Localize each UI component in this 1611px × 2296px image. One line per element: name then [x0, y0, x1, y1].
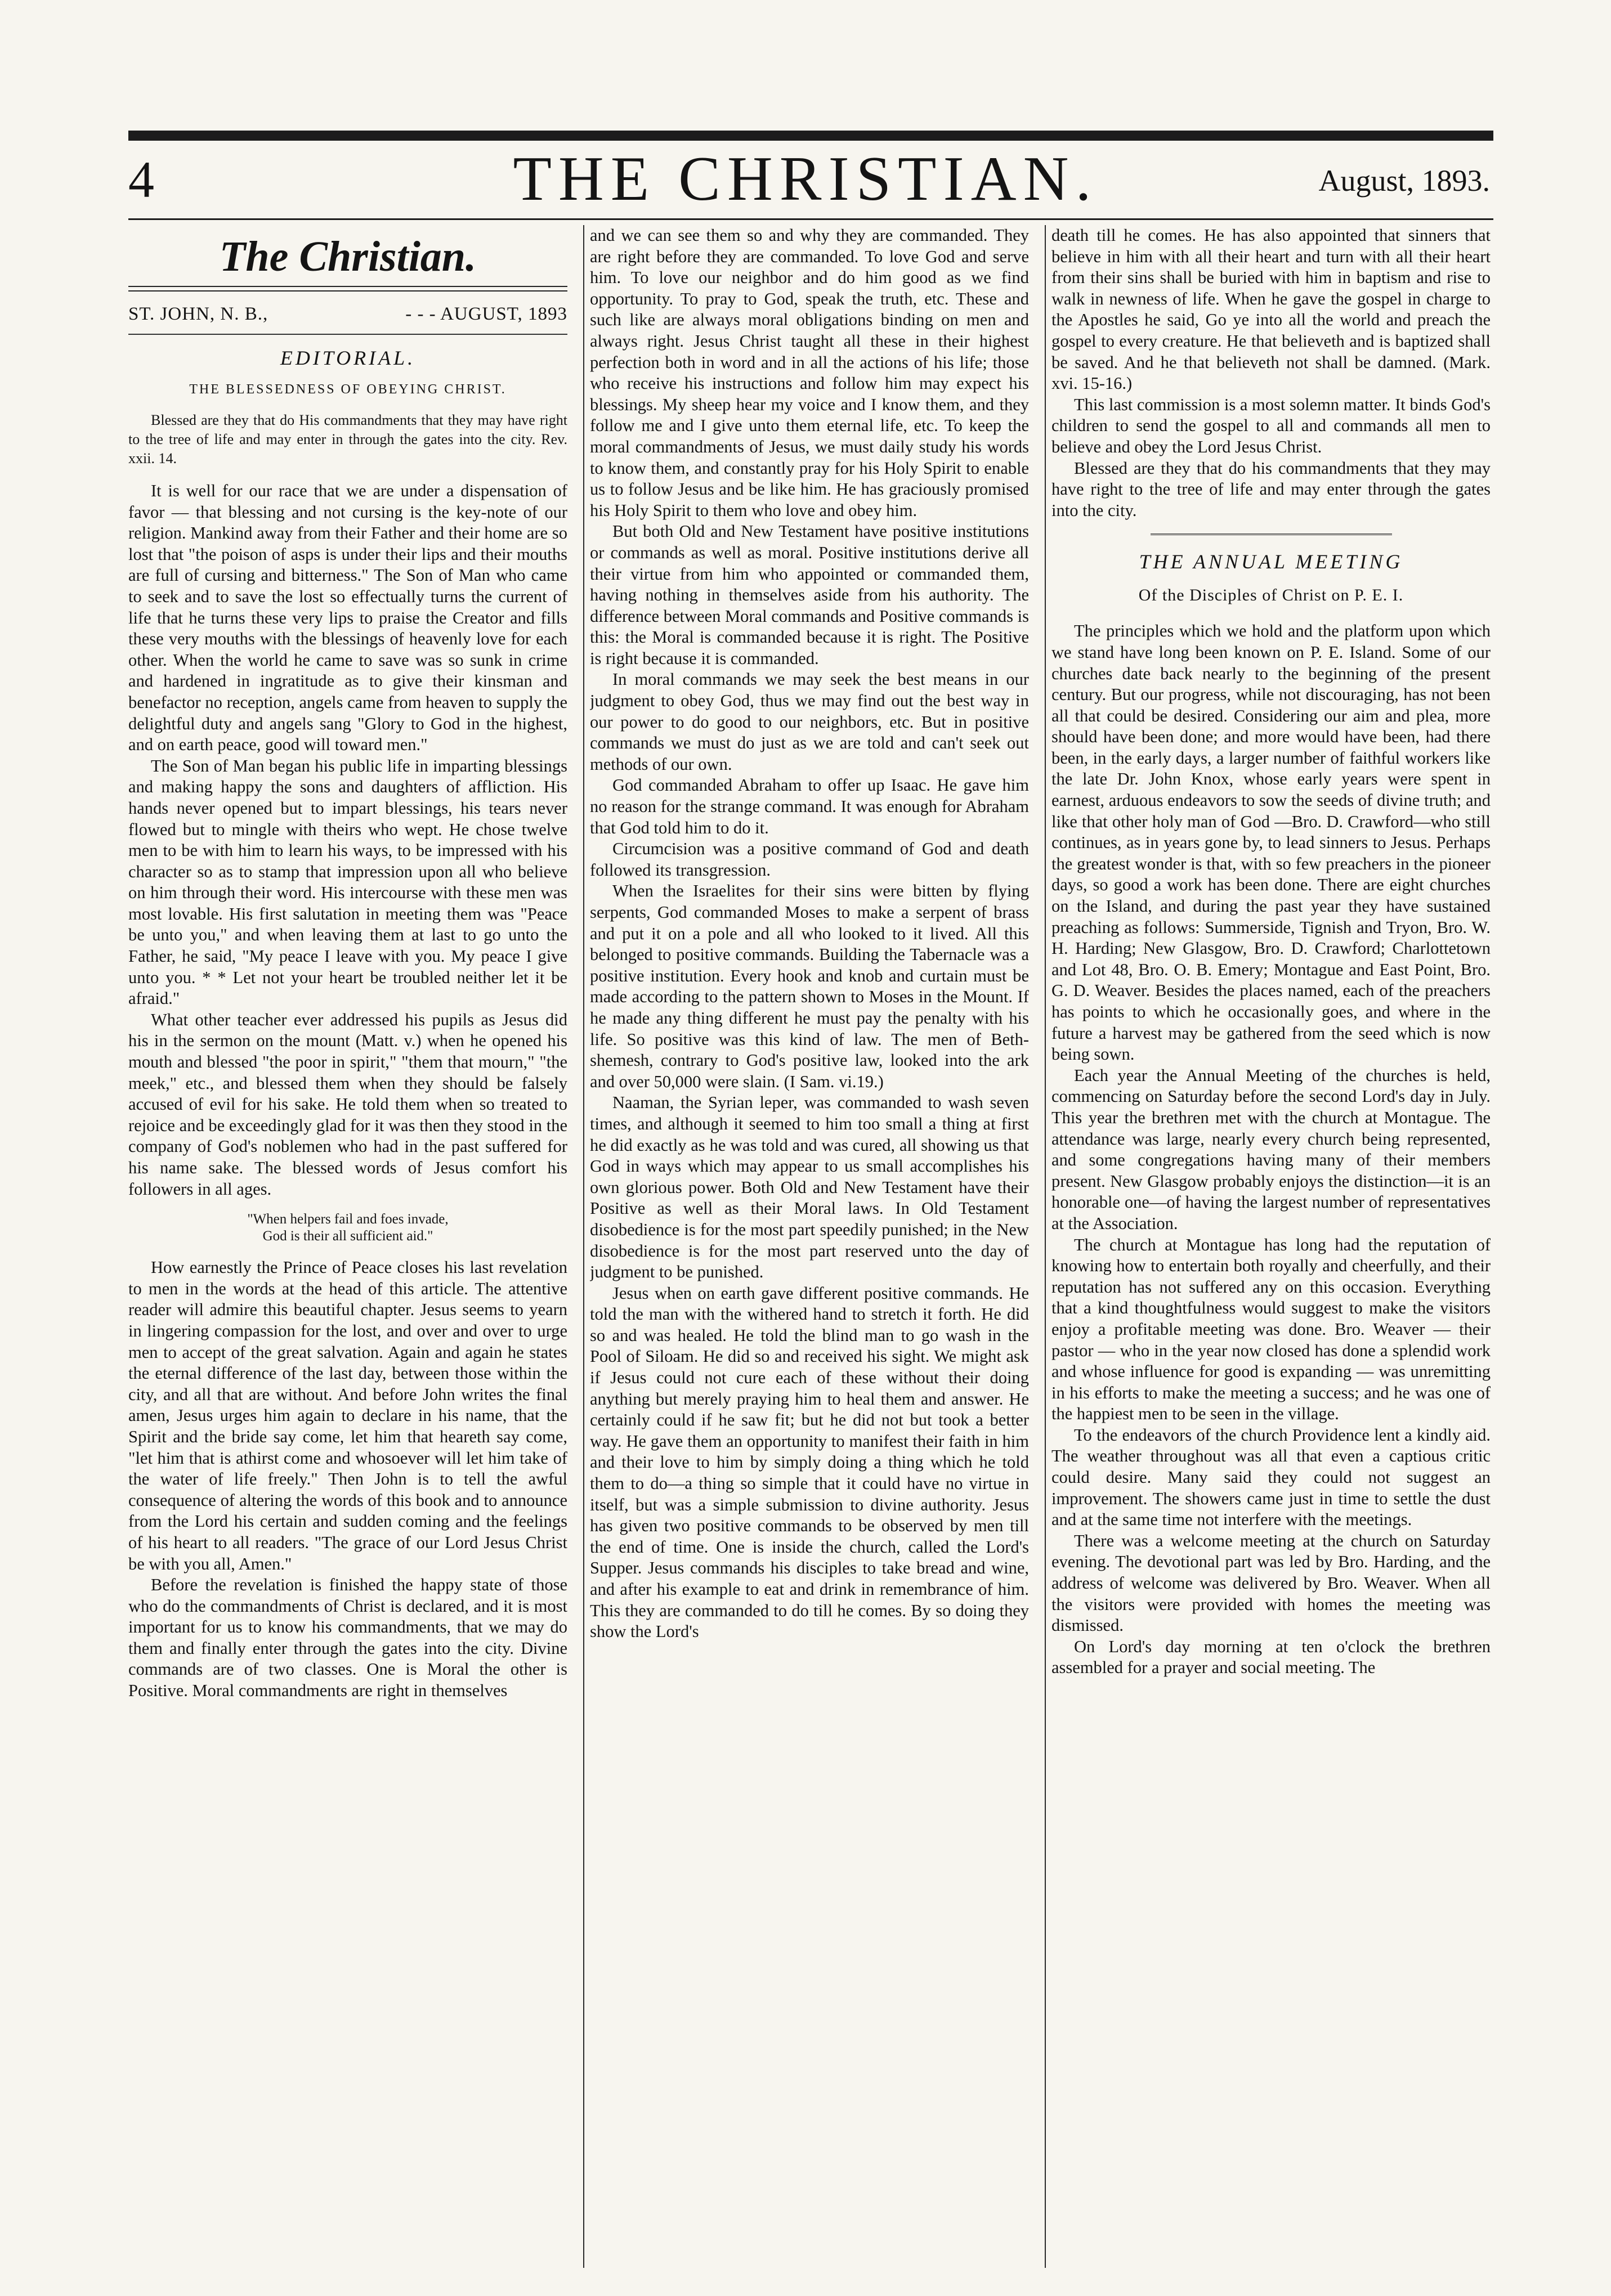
- paragraph: Each year the Annual Meeting of the churches is held, commencing on Saturday before the second Lord's day in July. This year the brethren met with the church at Montague. The attendance was large, nearly every church being represented, and some congregations having many of their members present. New Glasgow probably enjoys the distinction—it is an honorable one—of having the largest number of representatives at the Association.: [1051, 1065, 1491, 1233]
- issue-date: August, 1893.: [1318, 164, 1490, 198]
- paragraph: To the endeavors of the church Providence lent a kindly aid. The weather throughout was all that even a captious critic could desire. Many said they could not suggest an improvement. The showers came just in time to settle the dust and at the same time not interfere with the meetings.: [1051, 1425, 1491, 1530]
- paragraph: What other teacher ever addressed his pupils as Jesus did his in the sermon on the mount (Matt. v.) when he opened his mouth and blessed "the poor in spirit," "them that mourn," "the meek," etc., and blessed them when they should be falsely accused of evil for his sake. He told them when so treated to rejoice and be exceedingly glad for it was then they stood in the company of God's noblemen who had in the past suffered for his name sake. The blessed words of Jesus comfort his followers in all ages.: [128, 1010, 567, 1199]
- section-heading-editorial: EDITORIAL.: [280, 347, 416, 369]
- epigraph: Blessed are they that do His commandments that they may have right to the tree of life and may enter in through the gates into the city. Rev. xxii. 14.: [128, 412, 567, 467]
- top-rule: [128, 131, 1493, 141]
- paragraph: On Lord's day morning at ten o'clock the brethren assembled for a prayer and social meeting. The: [1051, 1636, 1491, 1678]
- paragraph: Blessed are they that do his commandments that they may have right to the tree of life and may enter through the gates into the city.: [1051, 458, 1491, 520]
- dateline-place: ST. JOHN, N. B.,: [128, 304, 268, 324]
- paragraph: In moral commands we may seek the best means in our judgment to obey God, thus we may find out the best way in our power to do good to our neighbors, etc. But in positive commands we must do just as we are told and can't seek out methods of our own.: [590, 670, 1029, 774]
- paragraph: There was a welcome meeting at the church on Saturday evening. The devotional part was led by Bro. Harding, and the address of welcome was delivered by Bro. Weaver. When all the visitors were provided with homes the meeting was dismissed.: [1051, 1531, 1491, 1635]
- article-subtitle: Of the Disciples of Christ on P. E. I.: [1138, 586, 1404, 605]
- section-divider: [1151, 533, 1392, 537]
- paragraph: Circumcision was a positive command of God and death followed its transgression.: [590, 839, 1029, 880]
- paragraph: The principles which we hold and the platform upon which we stand have long been known on P. E. Island. Some of our churches date back nearly to the beginning of the present century. But our progress, while not discouraging, has not been all that could be desired. Considering our aim and plea, more should have been done; and more would have been, had there been, in the early days, a larger number of faithful workers like the late Dr. John Knox, whose early years were spent in earnest, arduous endeavors to sow the seeds of divine truth; and like that other holy man of God —Bro. D. Crawford—who still continues, as in years gone by, to lead sinners to Jesus. Perhaps the greatest wonder is that, with so few preachers in the pioneer days, so good a work has been done. There are eight churches on the Island, and during the past year they have sustained preaching as follows: Summerside, Tignish and Tryon, Bro. W. H. Harding; New Glasgow, Bro. D. Crawford; Charlottetown and Lot 48, Bro. O. B. Emery; Montague and East Point, Bro. G. D. Weaver. Besides the places named, each of the preachers has points to which he occasionally goes, and where in the future a harvest may be gathered from the seed which is now being sown.: [1051, 621, 1491, 1064]
- page-number: 4: [128, 151, 154, 208]
- nameplate-rule: [128, 286, 567, 292]
- column-divider: [583, 225, 584, 2268]
- paragraph: It is well for our race that we are under a dispensation of favor — that blessing and not cursing is the key-note of our religion. Mankind away from their Father and their home are so lost that "the poison of asps is under their lips and their mouths are full of cursing and bitterness." The Son of Man who came to seek and to save the lost so effectually turns the current of life that he turns these very lips to praise the Creator and fills these very mouths with the blessings of heavenly love for each other. When the world he came to save was so sunk in crime and hardened in ingratitude as to give their kinsman and benefactor no reception, angels came from heaven to supply the delightful duty and angels sang "Glory to God in the highest, and on earth peace, good will toward men.": [128, 481, 567, 755]
- paragraph: When the Israelites for their sins were bitten by flying serpents, God commanded Moses to make a serpent of brass and put it on a pole and all who looked to it lived. All this belonged to positive commands. Building the Tabernacle was a positive institution. Every hook and knob and curtain must be made according to the pattern shown to Moses in the Mount. If he made any thing different he must pay the penalty with his life. So positive was this kind of law. The men of Beth-shemesh, contrary to God's positive law, looked into the ark and over 50,000 were slain. (I Sam. vi.19.): [590, 881, 1029, 1091]
- nameplate: The Christian.: [219, 233, 477, 280]
- paragraph: How earnestly the Prince of Peace closes his last revelation to men in the words at the head of this article. The attentive reader will admire this beautiful chapter. Jesus seems to yearn in lingering compassion for the lost, and over and over to urge men to accept of the great salvation. Again and again he states the eternal difference of the last day, between those within the city, and all that are without. And before John writes the final amen, Jesus urges him again to declare in his name, that the Spirit and the bride say come, let him that heareth say come, "let him that is athirst come and whosoever will let him take of the water of life freely." Then John is to tell the awful consequence of altering the words of this book and to announce from the Lord his certain and sudden coming and the feelings of his heart to all readers. "The grace of our Lord Jesus Christ be with you all, Amen.": [128, 1258, 567, 1573]
- column-1: [128, 225, 567, 2273]
- paragraph: The Son of Man began his public life in imparting blessings and making happy the sons and daughters of affliction. His hands never opened but to impart blessings, his tears never flowed but to mingle with theirs who wept. He chose twelve men to be with him to learn his ways, to be impressed with his character so as to stamp that impression upon all who believe on him through their word. His intercourse with these men was most lovable. His first salutation in meeting them was "Peace be unto you," and when leaving them at last to go unto the Father, he said, "My peace I leave with you. My peace I give unto you. * * Let not your heart be troubled neither let it be afraid.": [128, 756, 567, 1008]
- column-divider: [1045, 225, 1046, 2268]
- dateline: [128, 304, 567, 325]
- paragraph: But both Old and New Testament have positive institutions or commands as well as moral. Positive institutions derive all their virtue from him who appointed or commanded them, having nothing in themselves aside from his authority. The difference between Moral commands and Positive commands is this: the Moral is commanded because it is right. The Positive is right because it is commanded.: [590, 522, 1029, 668]
- section-heading-annual-meeting: THE ANNUAL MEETING: [1139, 550, 1403, 573]
- column-3: [1051, 225, 1491, 2273]
- masthead-rule: [128, 218, 1493, 220]
- verse-line: "When helpers fail and foes invade,: [247, 1212, 449, 1227]
- paragraph: God commanded Abraham to offer up Isaac. He gave him no reason for the strange command. It was enough for Abraham that God told him to do it.: [590, 775, 1029, 837]
- dateline-date: - - - AUGUST, 1893: [405, 304, 567, 324]
- paragraph: This last commission is a most solemn matter. It binds God's children to send the gospel to all and commands all men to believe and obey the Lord Jesus Christ.: [1051, 394, 1491, 456]
- paragraph: and we can see them so and why they are commanded. They are right before they are commanded. To love God and serve him. To love our neighbor and do him good as we find opportunity. To pray to God, speak the truth, etc. These and such like are always moral obligations binding on men and always right. Jesus Christ taught all these in their highest perfection both in word and in all the actions of his life; those who receive his instructions and follow him may expect his blessings. My sheep hear my voice and I know them, and they follow me and I give unto them eternal life, etc. To keep the moral commandments of Jesus, we must daily study his words to know them, and constantly pray for his Holy Spirit to enable us to follow Jesus and be like him. He has graciously promised his Holy Spirit to them who love and obey him.: [590, 226, 1029, 520]
- dateline-rule: [128, 334, 567, 335]
- article-title: THE BLESSEDNESS OF OBEYING CHRIST.: [189, 382, 507, 397]
- verse-quote: [128, 1211, 567, 1245]
- paragraph: The church at Montague has long had the reputation of knowing how to entertain both royally and cheerfully, and their reputation has not suffered any on this occasion. Everything that a kind thoughtfulness would suggest to make the visitors enjoy a profitable meeting was done. Bro. Weaver — their pastor — who in the year now closed has done a splendid work and whose influence for good is expanding — was unremitting in his efforts to make the meeting a success; and he was one of the happiest men to be seen in the village.: [1051, 1235, 1491, 1424]
- paragraph: Jesus when on earth gave different positive commands. He told the man with the withered hand to stretch it forth. He did so and was healed. He told the blind man to go wash in the Pool of Siloam. He did so and received his sight. We might ask if Jesus could not cure each of these without their doing anything but merely praying him to heal them and answer. He certainly could if he saw fit; but he did not but took a better way. He gave them an opportunity to manifest their faith in him and their love to him by simply doing a thing which he told them to do—a thing so simple that it could have no virtue in itself, but was a simple submission to divine authority. Jesus has given two positive commands to be observed by men till the end of time. One is inside the church, called the Lord's Supper. Jesus commands his disciples to take bread and wine, and after his example to eat and drink in remembrance of him. This they are commanded to do till he comes. By so doing they show the Lord's: [590, 1283, 1029, 1642]
- masthead-title: THE CHRISTIAN.: [513, 144, 1098, 214]
- paragraph: Naaman, the Syrian leper, was commanded to wash seven times, and although it seemed to him too small a thing at first he did exactly as he was told and was cured, all showing us that God in ways which may appear to us small accomplishes his own glorious power. Both Old and New Testament have their Positive as well as their Moral laws. In Old Testament disobedience is for the most part speedily punished; in the New disobedience is for the most part reserved unto the day of judgment to be punished.: [590, 1093, 1029, 1282]
- paragraph: Before the revelation is finished the happy state of those who do the commandments of Christ is declared, and it is most important for us to know his commandments, that we may do them and finally enter through the gates into the city. Divine commands are of two classes. One is Moral the other is Positive. Moral commandments are right in themselves: [128, 1575, 567, 1701]
- verse-line: God is their all sufficient aid.": [262, 1228, 433, 1244]
- paragraph: death till he comes. He has also appointed that sinners that believe in him with all their heart and turn with all their heart from their sins shall be buried with him in baptism and rise to walk in newness of life. When he gave the gospel in charge to the Apostles he said, Go ye into all the world and preach the gospel to every creature. He that believeth and is baptized shall be saved. And he that believeth not shall be damned. (Mark. xvi. 15-16.): [1051, 226, 1491, 393]
- column-2: [590, 225, 1029, 2273]
